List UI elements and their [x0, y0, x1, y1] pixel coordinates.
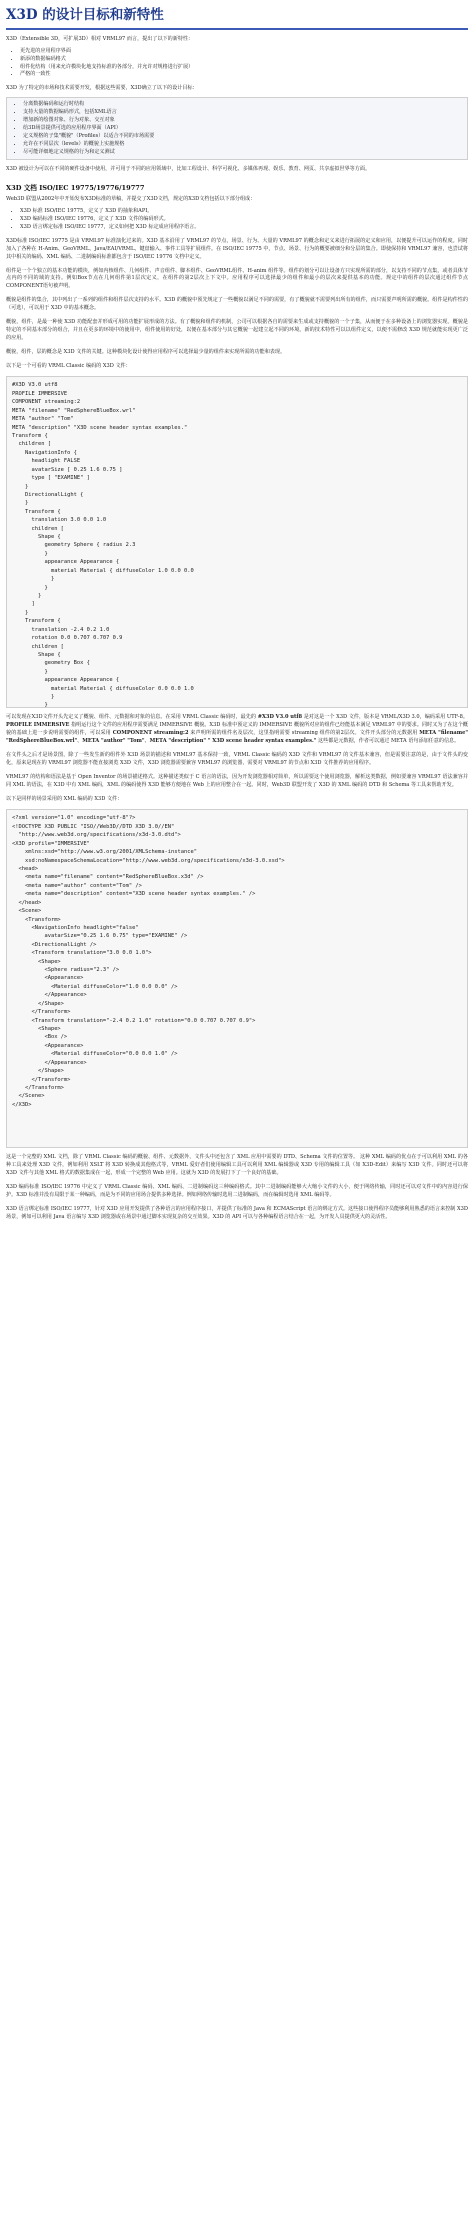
list-item: • X3D 语言绑定标准 ISO/IEC 19777，定义如何把 X3D 标定成应用程序语言。 — [20, 224, 468, 232]
goals-list — [9, 101, 465, 156]
header-explanation: 可以发现在X3D文件开头先定义了概貌、组件、元数据和对象的信息。在采用 VRML Classic 编码时，最先的 #X3D V3.0 utf8 是对这是一个 X3D 文件，版本是 VRML/X3D 3.0，编码采用 UTF-8。PROFILE IMMERSIVE 指明运行这个文件的应用程序需要满足 IMMERSIVE 概貌。X3D 标准中预定义的 IMMERSIVE 概貌所对应的组件已经能基本满足 VRML97 中的要求。同时又为了在这个概貌的基础上进一步说明需要的组件，可以采用 COMPONENT streaming:2 来声明所需的组件名及层次，这里指明需要 streaming 组件的第2层次。文件开头部分的元数据用 META "filename" "RedSphereBlueBox.wrl"、META "author" "Tom"、META "description" " X3D scene header syntax examples." 这些都是元数据，作者可以通过 META 语句添加任意的信息。 — [6, 714, 468, 745]
example-intro: 以下是一个可看的 VRML Classic 编码的 X3D 文件： — [6, 362, 131, 369]
list-item: • 尽可能详细地定义规格的行为和定义测试 — [23, 149, 465, 157]
web3d-paragraph: Web3D 联盟从2002年中开始发布X3D标准的草稿，并提交了X3D文档，规定的X3D文档包括以下部分组成： — [6, 196, 256, 203]
page-title: X3D 的设计目标和新特性 — [6, 4, 468, 30]
vrml-code-block: #X3D V3.0 utf8 PROFILE IMMERSIVE COMPONENT streaming:2 META "filename" "RedSphereBlueBox.wrl" META "author" "Tom" META "description" "X3D scene header syntax examples." Transform { children [ NavigationInfo { headlight FALSE avatarSize [ 0.25 1.6 0.75 ] type [ "EXAMINE" ] } DirectionalLight { } Transform { translation 3.0 0.0 1.0 children [ Shape { geometry Sphere { radius 2.3 } appearance Appearance { material Material { diffuseColor 1.0 0.0 0.0 } } } ] } Transform { translation -2.4 0.2 1.0 rotation 0.0 0.707 0.707 0.9 children [ Shape { geometry Box { } appearance Appearance { material Material { diffuseColor 0.0 0.0 1.0 } } — [6, 376, 468, 708]
goals-box — [6, 97, 468, 160]
intro-paragraph: X3D（Extensible 3D，可扩展3D）相对 VRML97 而言，提出了以下的新特性： — [6, 35, 194, 42]
list-item: • 组件化结构（用来允许模块化地支持标准的各部分，并允许对规格进行扩展） — [20, 64, 468, 72]
list-item: • 增加新的绘图对象、行为对象、交互对象 — [23, 117, 465, 125]
list-item: • 允许在不同层次（levels）的概貌上实施规格 — [23, 141, 465, 149]
list-item: • 支持大量的数据编码形式，包括XML语言 — [23, 109, 465, 117]
iso-paragraph: X3D标准 ISO/IEC 19775 是由 VRML97 标准演化过来的。X3D 基本沿用了 VRML97 的节点，场景、行为、大量的 VRML97 的概念和定义来进行拓展的定义和应用，以便提升可以运作的程度。同时加入了各种在 H-Anim、GeoVRML、Java/EAI/VRML、键盘输入、事件工具等扩展组件。在 ISO/IEC 19775 中，节点、场景、行为的概要被细分和分层的集合。即使保持和 VRML97 兼容，也尝试将其中相关的编码、XML 编码、二进制编码标准都包含于 ISO/IEC 19776 文档中定义。 — [6, 237, 468, 260]
list-item: • 分离数据编码和运行时结构 — [23, 101, 465, 109]
components-paragraph: 组件是一个个独立的基本功能的模块，例如内核组件、几何组件、声音组件、脚本组件、GeoVRML组件、H-anim 组件等。组件的划分可以让设备方只实现所需的部分，以支持不同的节点集，或者具体节点内的不同的域的支持。例如Box节点在几何组件第1层次定义，在组件的第2层次上下文中。应用程序可以选择最少的组件和最小的层次来提供基本的功能。规定中的组件的层次通过组件节点COMPONENT语句被声明。 — [6, 267, 468, 290]
list-item: • 新添的数据编码格式 — [20, 56, 468, 64]
list-item: • 严格的一致性 — [20, 71, 468, 79]
list-item: • 给3D场景提供可选的应用程序界面（API） — [23, 125, 465, 133]
xml-paragraph-b: VRML97 的结构和语法是基于 Open Inventor 的场景描述格式。这种描述类似于 C 语言的语法，因为开发浏览器相对简单，所以需要这个使用浏览器，解析这类数据，例如要兼容 VRML97 语法兼容并同 XML 的语法，在 X3D 中有 XML 编码，XML 的编码使得 X3D 能够方便地在 Web 上的应用整合在一起。同时，Web3D 联盟开发了 X3D 的 XML 编码的 DTD 和 Schema 等工具来帮助开发。 — [6, 773, 468, 788]
section-heading: X3D 文档 ISO/IEC 19775/19776/19777 — [6, 184, 145, 193]
after-paragraph-a: 这是一个完整的 XML 文档，除了 VRML Classic 编码的概貌、组件、元数据外，文件头中还包含了 XML 应用中需要的 DTD、Schema 文件的位置等。 这种 XML 编码的优点在于可以利用 XML 的各种工具来处理 X3D 文件，例如利用 XSLT 将 X3D 转换成其他格式等，VRML 爱好者们使用编辑工具可以利用 XML 编辑器或 X3D 专用的编辑工具（如 X3D-Edit）来编写 X3D 文件。同时还可以将 X3D 文件与其他 XML 格式的数据集成在一起，形成一个完整的 Web 应用。这就为 X3D 的发展打下了一个良好的基础。 — [6, 1154, 468, 1177]
xml-example-intro: 以下是同样的场景采用的 XML 编码的 X3D 文件： — [6, 795, 123, 802]
docs-list — [6, 208, 468, 232]
xml-code-block: <?xml version="1.0" encoding="utf-8"?> <!DOCTYPE X3D PUBLIC "ISO//Web3D//DTD X3D 3.0//EN" "http://www.web3d.org/specifications/x3d-3.0.dtd"> <X3D profile="IMMERSIVE" xmlns:xsd="http://www.w3.org/2001/XMLSchema-instance" xsd:noNamespaceSchemaLocation="http://www.web3d.org/specifications/x3d-3.0.xsd"> <head> <meta name="filename" content="RedSphereBlueBox.x3d" /> <meta name="author" content="Tom" /> <meta name="description" content="X3D scene header syntax examples." /> </head> <Scene> <Transform> <NavigationInfo headlight="false" avatarSize="0.25 1.6 0.75" type="EXAMINE" /> <DirectionalLight /> <Transform translation="3.0 0.0 1.0"> <Shape> <Sphere radius="2.3" /> <Appearance> <Material diffuseColor="1.0 0.0 0.0" /> </Appearance> </Shape> </Transform> <Transform translation="-2.4 0.2 1.0" rotation="0.0 0.707 0.707 0.9"> <Shape> <Box /> <Appearance> <Material diffuseColor="0.0 0.0 1.0" /> </Appearance> </Shape> </Transform> </Transform> </Scene> </X3D> — [6, 809, 468, 1148]
article — [0, 4, 474, 1222]
list-item: • 定义规格的子集"概貌"（Profiles）以适合不同的市场需要 — [23, 133, 465, 141]
list-item: • 更先进的应用程序界面 — [20, 48, 468, 56]
after-paragraph-b: X3D 编码标准 ISO/IEC 19776 中定义了 VRML Classic 编码、XML 编码、二进制编码这三种编码格式。其中二进制编码能够大大缩小文件的大小，便于网络传输，同时还可以对文件中的内容进行保护。X3D 标准并没有局限于某一种编码，而是为不同的应用场合提供多种选择。例如网络传输时选用二进制编码，而在编辑时选用 XML 编码等。 — [6, 1184, 468, 1199]
xml-paragraph-a: 在文件头之后才是场景图，除了一些发生新的组件外 X3D 场景的描述和 VRML97 基本保持一致，VRML Classic 编码的 X3D 文件和 VRML97 的文件基本兼容，但是需要注意的是，由于文件头的变化，原来是现在的 VRML97 浏览器不能直接浏览 X3D 文件，X3D 浏览器需要兼容 VRML97 的浏览器，需要对 VRML97 的节点和 X3D 文件推荐的应用程序。 — [6, 752, 468, 766]
apps-paragraph: X3D 被设计为可以在不同的硬件设备中使用，并可用于不同的应用领域中，比如工程设计、科学可视化、多媒体再现、娱乐、教育、网页、共享虚拟世界等方面。 — [6, 166, 371, 173]
component-def-paragraph: 概貌，组件，是最一种使 X3D 功能配套并形成可用的功能扩展形成的方法。有了概貌和组件的机制，公司可以根据各自的需要来生成或支持概貌的一个子集，从而便于在多种设备上的浏览器实现。概貌是特定的不同基本部分的组合，并且在更多的环境中的使用中，组件使用的好处，以便在基本部分与其它概貌一起建立起不同的环境。新的技术特性可以以组件定义，以便不需修改 X3D 规范就能实现更广泛的应用。 — [6, 319, 468, 341]
binding-paragraph: X3D 语言绑定标准 ISO/IEC 19777，针对 X3D 应用开发提供了各种语言的应用程序接口，并提供了标准的 Java 和 ECMAScript 语言的绑定方式。这些接口使得程序员能够利用熟悉的语言来控制 X3D 场景，例如可以利用 Java 语言编写 X3D 浏览器或在场景中通过脚本实现复杂的交互效果。X3D 的 API 可以与各种编程语言结合在一起，为开发人员提供更大的灵活性。 — [6, 1205, 468, 1220]
core-paragraph: 概貌，组件，层的概念是 X3D 文件的关键。这种模块化设计使得应用程序可以选择最少量的组件来实现所需的功能和表现。 — [6, 348, 286, 355]
goals-intro: X3D 为了特定的市场和技术需要开发，根据这些需要，X3D确立了以下的设计目标： — [6, 85, 198, 92]
list-item: • X3D 标准 ISO/IEC 19775，定义了 X3D 的抽象和API。 — [20, 208, 468, 216]
list-item: • X3D 编码标准 ISO/IEC 19776，定义了 X3D 文件的编码形式。 — [20, 216, 468, 224]
feature-list — [6, 48, 468, 80]
profile-paragraph: 概貌是组件的集合，其中列出了一系列的组件和组件层次支持的水平。X3D 的概貌中预先规定了一些概貌以满足不同的需要，有了概貌就不需要列出所有的组件，而只需要声明所需的概貌。组件是构件性的（可选），可以用于 X3D 中的基本概念。 — [6, 297, 468, 312]
